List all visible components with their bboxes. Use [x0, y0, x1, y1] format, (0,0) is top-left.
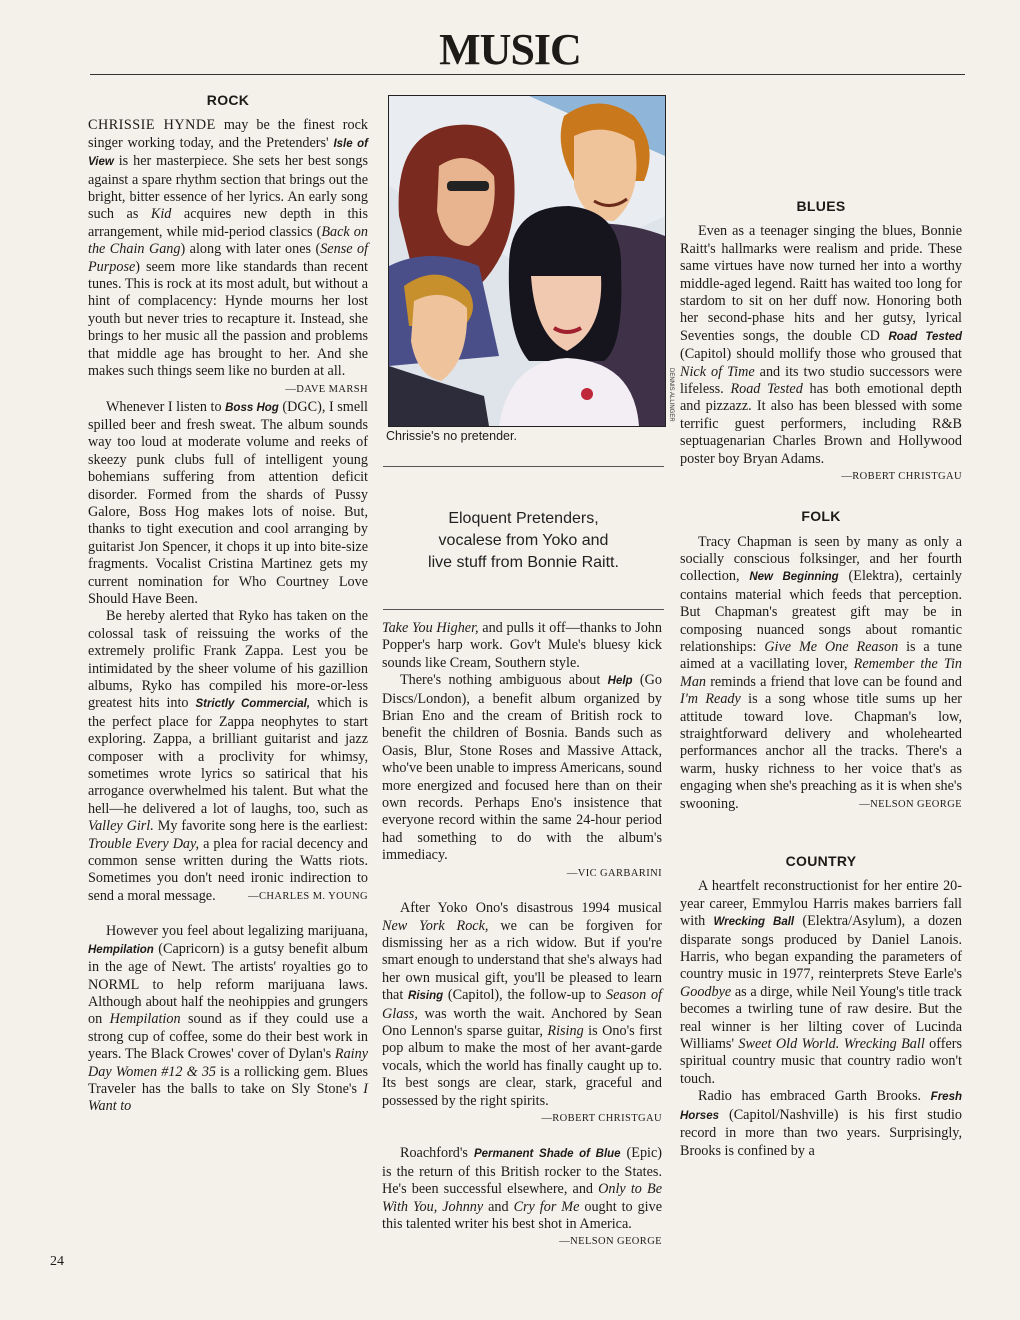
photo-credit: DENNIS ALLINGER: [668, 368, 674, 422]
section-heading-blues: BLUES: [796, 198, 846, 214]
title-rule: [90, 74, 965, 75]
photo-pretenders: [388, 95, 666, 427]
review-emmylou-harris: A heartfelt reconstructionist for her entire 20-year career, Emmylou Harris makes barriers fall with Wrecking Ball (Elektra/Asylum), a dozen disparate songs produced by Daniel Lanois. Harris, who began expanding the parameters of country music in 1977, reinterprets Steve Earle's Goodbye as a dirge, while Neil Young's title track becomes a twirling tune of raw desire. But the real winner is her lilting cover of Lucinda Williams' Sweet Old World. Wrecking Ball offers spiritual country music that country radio won't touch.: [680, 878, 963, 1087]
review-bonnie-raitt: Even as a teenager singing the blues, Bonnie Raitt's hallmarks were realism and pride. These same virtues have now turned her into a worthy middle-aged legend. Raitt has waited too long for stardom to sit on her duff now. Honoring both her second-phase hits and her gutsy, lyrical Seventies songs, the double CD Road Tested (Capitol) should mollify those who groused that Nick of Time and its two studio successors were lifeless. Road Tested has both emotional depth and pizzazz. It also has been blessed with some terrific guest performers, including R&B septuagenarian Charles Brown and Hollywood poster boy Bryan Adams. —ROBERT CHRISTGAU: [680, 223, 962, 468]
page-title: MUSIC: [439, 25, 581, 74]
column-2: [382, 620, 662, 1251]
review-help: There's nothing ambiguous about Help (Go Discs/London), a benefit album organized by Brian Eno and the cream of British rock to benefit the children of Bosnia. Bands such as Oasis, Blur, Stone Roses and Massive Attack, who've been unable to impress Americans, sound more energized and focused here than on their own records. Perhaps Eno's insistence that everyone record within the same 24-hour period had something to do with the album's immediacy.: [382, 672, 662, 864]
review-zappa: Be hereby alerted that Ryko has taken on the colossal task of reissuing the works of the extremely prolific Frank Zappa. Lest you be intimidated by the sheer volume of his gazillion albums, Ryko has compiled his more-or-less greatest hits into Strictly Commercial, which is the perfect place for Zappa neophytes to start exploring. Zappa, a brilliant guitarist and jazz composer with a proclivity for whimsy, sometimes wrote lyrics so satirical that his arrogance overwhelmed his talent. But what the hell—he delivered a lot of laughs, too, such as Valley Girl. My favorite song here is the earliest: Trouble Every Day, a plea for racial decency and common sense written during the Watts riots. Sometimes you don't need ironic indirection to send a moral message. —CHARLES M. YOUNG: [88, 608, 368, 904]
photo-caption: Chrissie's no pretender.: [386, 429, 517, 443]
byline: —VIC GARBARINI: [566, 867, 662, 879]
byline: —ROBERT CHRISTGAU: [541, 1112, 662, 1124]
byline: —DAVE MARSH: [285, 383, 368, 395]
pull-quote-rule-bottom: [383, 609, 664, 610]
column-3: [680, 94, 962, 1160]
section-heading-folk: FOLK: [801, 508, 841, 525]
review-hempilation-cont: Take You Higher, and pulls it off—thanks to John Popper's harp work. Gov't Mule's bluesy kick sounds like Cream, Southern style.: [382, 620, 662, 671]
byline: —ROBERT CHRISTGAU: [841, 471, 962, 483]
review-yoko-ono: After Yoko Ono's disastrous 1994 musical New York Rock, we can be forgiven for dismissing her as a rich widow. But if you're smart enough to understand that she's always had her own musical gift, you'll be pleased to learn that Rising (Capitol), the follow-up to Season of Glass, was worth the wait. Anchored by Sean Ono Lennon's sparse guitar, Rising is Ono's first pop album to make the most of her avant-garde vocals, which the world has finally caught up to. Its best songs are clear, stark, graceful and possessed by the right spirits.: [382, 900, 663, 1109]
review-roachford: Roachford's Permanent Shade of Blue (Epic) is the return of this British rocker to the States. He's been successful elsewhere, and Only to Be With You, Johnny and Cry for Me ought to give this talented writer his best shot in America.: [382, 1145, 663, 1232]
section-heading-rock: ROCK: [206, 92, 250, 108]
column-1: [88, 92, 368, 1116]
review-garth-brooks: Radio has embraced Garth Brooks. Fresh Horses (Capitol/Nashville) is his first studio record in more than two years. Surprisingly, Brooks is confined by a: [680, 1088, 962, 1159]
byline: —NELSON GEORGE: [859, 798, 962, 810]
review-pretenders: CHRISSIE HYNDE may be the finest rock singer working today, and the Pretenders' Isle of View is her masterpiece. She sets her best songs against a spare rhythm section that brings out the bright, bitter essence of her lyrics. An early song such as Kid acquires new depth in this arrangement, while mid-period classics (Back on the Chain Gang) along with later ones (Sense of Purpose) seem more like standards than recent tunes. This is rock at its most adult, but without a hint of complacency: Hynde mourns her lost youth but never tries to recapture it. Instead, she brings to her music all the passion and problems that middle age has brought to her. And she makes such things seem like no burden at all. —DAVE MARSH: [88, 117, 368, 380]
review-hempilation: However you feel about legalizing marijuana, Hempilation (Capricorn) is a gutsy benefit album in the age of Newt. The artists' royalties go to NORML to help reform marijuana laws. Although about half the neohippies and grungers on Hempilation sound as if they could use a strong cup of coffee, some do their best work in years. The Black Crowes' cover of Dylan's Rainy Day Women #12 & 35 is a rollicking gem. Blues Traveler has the balls to take on Sly Stone's I Want to: [88, 923, 369, 1115]
byline: —NELSON GEORGE: [559, 1236, 662, 1248]
page-number: 24: [50, 1254, 64, 1269]
pull-quote-rule-top: [383, 466, 664, 467]
section-heading-country: COUNTRY: [785, 853, 857, 869]
review-tracy-chapman: Tracy Chapman is seen by many as only a socially conscious folksinger, and her fourth collection, New Beginning (Elektra), certainly contains material which feeds that perception. But Chapman's greatest gift may be in composing nuanced songs about romantic relationships: Give Me One Reason is a tune aimed at a vacillating lover, Remember the Tin Man reminds a friend that love can be found and I'm Ready is a song whose title sums up her attitude toward love. Chapman's low, straightforward delivery and wholehearted performances anchor all the tracks. There's a warm, husky richness to her voice that's as engaging when she's preaching as it is when she's swooning. —NELSON GEORGE: [680, 533, 962, 812]
review-boss-hog: Whenever I listen to Boss Hog (DGC), I smell spilled beer and fresh sweat. The album sounds way too loud at moderate volume and reeks of skeezy punk clubs full of intelligent young bohemians suffering from attention deficit disorder. Formed from the shards of Pussy Galore, Boss Hog makes lots of noise. But, thanks to tight execution and cool arranging by guitarist Jon Spencer, it chops it up into bite-size fragments. Vocalist Cristina Martinez gets my current nomination for Who Courtney Love Should Have Been.: [88, 398, 369, 607]
pull-quote: Eloquent Pretenders, vocalese from Yoko and live stuff from Bonnie Raitt.: [428, 510, 619, 571]
band-illustration: [389, 96, 665, 426]
byline: —CHARLES M. YOUNG: [248, 890, 368, 902]
